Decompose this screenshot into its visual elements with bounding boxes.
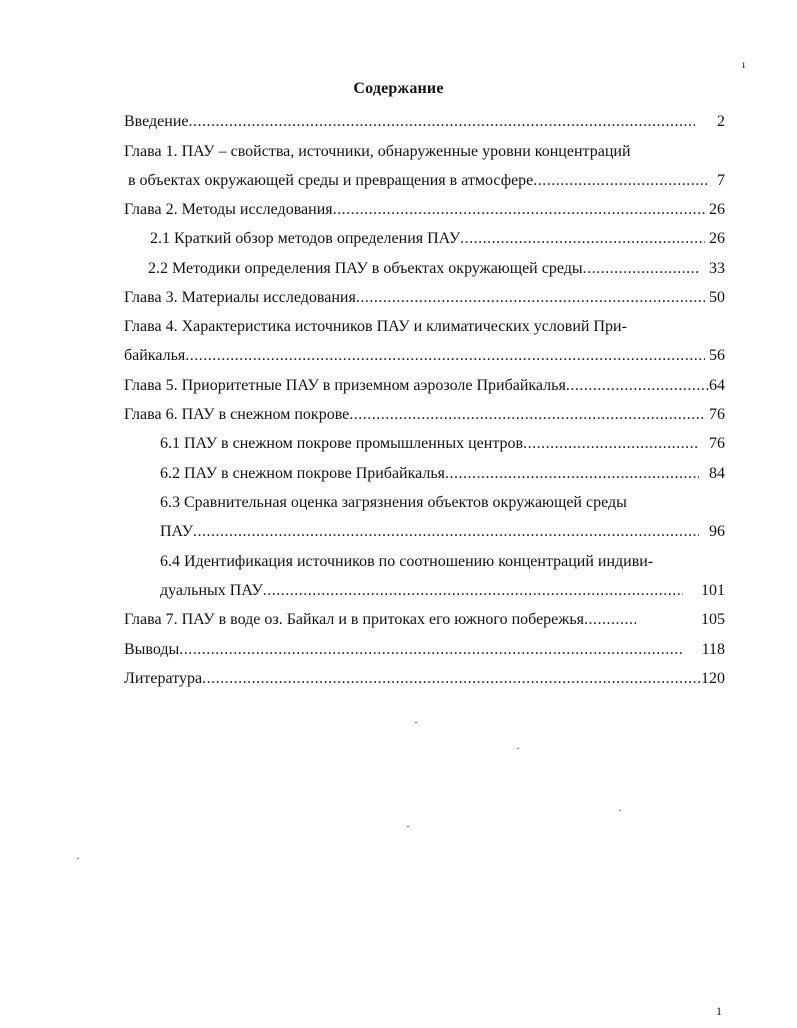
toc-entry-label: 6.3 Сравнительная оценка загрязнения объектов окружающей среды bbox=[160, 494, 627, 511]
scan-speck: · bbox=[516, 741, 520, 755]
scan-speck: · bbox=[618, 803, 622, 817]
toc-entry-label: Литература bbox=[124, 670, 203, 687]
toc-entry-chapter-4 bbox=[124, 317, 725, 337]
toc-entry-section-2-1 bbox=[150, 229, 725, 249]
scan-speck: ı bbox=[742, 57, 746, 71]
toc-entry-section-6-2 bbox=[160, 464, 725, 484]
toc-entry-page: 50 bbox=[709, 289, 725, 306]
toc-entry-page: 120 bbox=[701, 670, 725, 687]
toc-entry-page: 33 bbox=[709, 260, 725, 277]
toc-leader-dots bbox=[349, 405, 705, 425]
toc-entry-label: Глава 3. Материалы исследования bbox=[124, 289, 356, 306]
toc-entry-page: 56 bbox=[709, 347, 725, 364]
toc-entry-page: 26 bbox=[709, 201, 725, 218]
toc-leader-dots bbox=[445, 464, 699, 484]
toc-leader-dots bbox=[263, 581, 683, 601]
toc-entry-page: 2 bbox=[717, 113, 725, 130]
toc-entry-label: 2.2 Методики определения ПАУ в объектах окружающей среды bbox=[148, 260, 583, 277]
toc-entry-label: 6.2 ПАУ в снежном покрове Прибайкалья bbox=[160, 465, 446, 482]
toc-entry-label: Глава 7. ПАУ в воде оз. Байкал и в притоках его южного побережья bbox=[124, 611, 584, 628]
toc-entry-page: 84 bbox=[709, 465, 725, 482]
toc-entry-label: 6.4 Идентификация источников по соотношению концентраций индиви- bbox=[160, 553, 654, 570]
toc-entry-label: в объектах окружающей среды и превращения в атмосфере bbox=[128, 172, 534, 189]
toc-leader-dots bbox=[523, 434, 699, 454]
toc-entry-label: Глава 5. Приоритетные ПАУ в приземном аэрозоле Прибайкалья bbox=[124, 377, 566, 394]
toc-leader-dots bbox=[460, 229, 705, 249]
toc-leader-dots bbox=[533, 171, 707, 191]
toc-entry-label: ПАУ bbox=[160, 523, 194, 540]
toc-entry-page: 7 bbox=[717, 172, 725, 189]
page-number: 1 bbox=[716, 1004, 722, 1018]
toc-entry-conclusions bbox=[124, 640, 725, 660]
toc-entry-page: 118 bbox=[701, 641, 725, 658]
toc-leader-dots bbox=[356, 288, 705, 308]
toc-entry-page: 76 bbox=[709, 406, 725, 423]
toc-leader-dots bbox=[333, 200, 705, 220]
toc-leader-dots bbox=[566, 376, 709, 396]
toc-entry-references bbox=[124, 669, 725, 689]
toc-entry-section-2-2 bbox=[148, 259, 725, 279]
toc-entry-chapter-6 bbox=[124, 405, 725, 425]
toc-entry-section-6-1 bbox=[160, 434, 725, 454]
toc-entry-label: Введение bbox=[124, 113, 189, 130]
toc-entry-page: 26 bbox=[709, 230, 725, 247]
toc-entry-label: Выводы bbox=[124, 641, 180, 658]
toc-entry-section-6-4 bbox=[160, 552, 725, 572]
toc-entry-section-6-3 bbox=[160, 493, 725, 513]
toc-entry-page: 64 bbox=[709, 377, 725, 394]
toc-entry-chapter-3 bbox=[124, 288, 725, 308]
scan-speck: · bbox=[76, 851, 80, 865]
toc-entry-label: дуальных ПАУ bbox=[160, 582, 263, 599]
toc-entry-chapter-7 bbox=[124, 610, 725, 630]
toc-entry-section-6-3-cont bbox=[160, 522, 725, 542]
toc-entry-introduction bbox=[124, 112, 725, 132]
toc-entry-page: 76 bbox=[709, 435, 725, 452]
toc-entry-page: 101 bbox=[701, 582, 725, 599]
scan-speck: · bbox=[406, 819, 410, 833]
toc-leader-dots bbox=[189, 112, 696, 132]
toc-entry-label: Глава 6. ПАУ в снежном покрове bbox=[124, 406, 350, 423]
toc-entry-page: 105 bbox=[701, 611, 725, 628]
toc-entry-section-6-4-cont bbox=[160, 581, 725, 601]
toc-leader-dots bbox=[185, 346, 705, 366]
toc-entry-chapter-1 bbox=[124, 142, 725, 162]
toc-entry-label: 6.1 ПАУ в снежном покрове промышленных центров bbox=[160, 435, 524, 452]
toc-leader-dots bbox=[584, 610, 636, 630]
toc-entry-chapter-5 bbox=[124, 376, 725, 396]
toc-leader-dots bbox=[179, 640, 683, 660]
toc-entry-chapter-2 bbox=[124, 200, 725, 220]
scan-speck: · bbox=[414, 715, 418, 729]
toc-entry-page: 96 bbox=[709, 523, 725, 540]
toc-entry-label: 2.1 Краткий обзор методов определения ПАУ bbox=[150, 230, 461, 247]
toc-leader-dots bbox=[193, 522, 699, 542]
toc-entry-chapter-1-cont bbox=[128, 171, 725, 191]
toc-entry-chapter-4-cont bbox=[124, 346, 725, 366]
page-title: Содержание bbox=[353, 80, 444, 97]
toc-entry-label: Глава 2. Методы исследования bbox=[124, 201, 333, 218]
toc-leader-dots bbox=[202, 669, 701, 689]
toc-entry-label: Глава 4. Характеристика источников ПАУ и климатических условий При- bbox=[124, 318, 627, 335]
toc-leader-dots bbox=[583, 259, 699, 279]
toc-entry-label: Глава 1. ПАУ – свойства, источники, обнаруженные уровни концентраций bbox=[124, 143, 631, 160]
toc-entry-label: байкалья bbox=[124, 347, 186, 364]
